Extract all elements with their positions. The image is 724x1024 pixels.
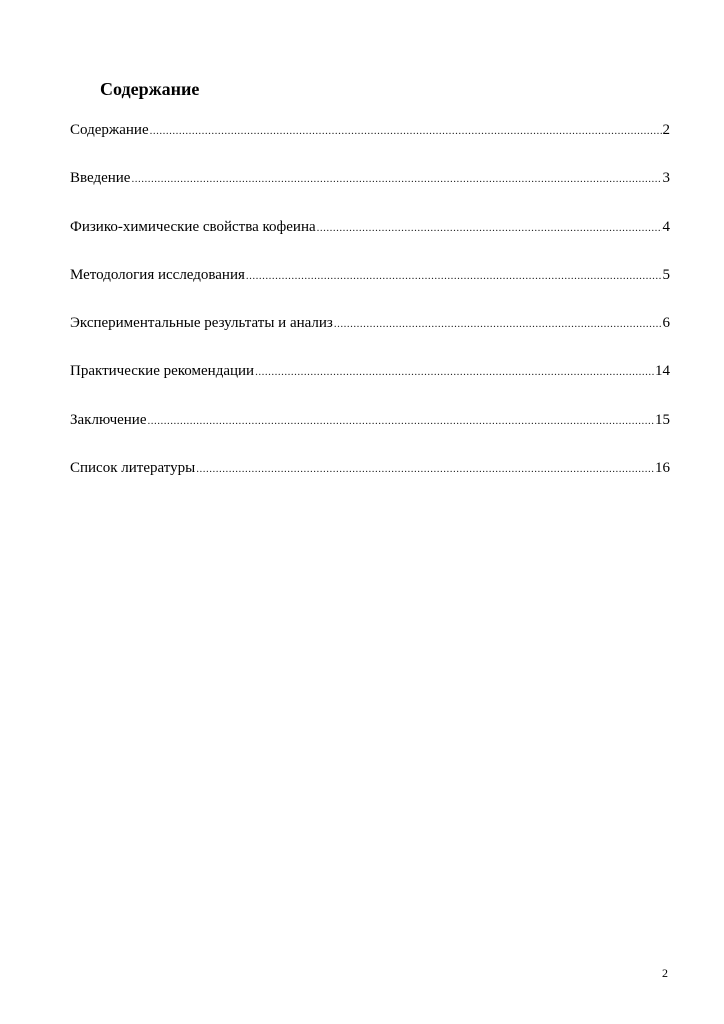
- toc-entry-title: Физико-химические свойства кофеина: [70, 218, 316, 235]
- toc-entry-page: 6: [662, 315, 670, 332]
- toc-entry-page: 2: [662, 122, 670, 138]
- toc-entry-title: Практические рекомендации: [70, 363, 255, 380]
- toc-entry[interactable]: [70, 215, 670, 239]
- toc-dot-leader: [317, 216, 662, 240]
- toc-entry-page: 5: [662, 266, 670, 283]
- toc-dot-leader: [148, 409, 655, 433]
- toc-entry-title: Заключение: [70, 411, 147, 428]
- toc-entry[interactable]: [70, 263, 670, 287]
- toc-dot-leader: [334, 312, 662, 336]
- toc-entry-page: 16: [655, 460, 670, 477]
- toc-entry[interactable]: [70, 359, 670, 383]
- toc-entry-title: Экспериментальные результаты и анализ: [70, 315, 333, 332]
- toc-entry-page: 14: [655, 363, 670, 380]
- toc-entry-title: Содержание: [70, 122, 149, 138]
- toc-dot-leader: [150, 119, 662, 143]
- toc-entry[interactable]: [70, 456, 670, 480]
- toc-entry-title: Введение: [70, 170, 131, 187]
- toc-entry-title: Методология исследования: [70, 266, 245, 283]
- toc-list: [70, 118, 670, 504]
- toc-entry-page: 15: [655, 411, 670, 428]
- toc-entry-page: 4: [662, 218, 670, 235]
- toc-heading: Содержание: [100, 79, 200, 99]
- toc-dot-leader: [246, 264, 662, 288]
- toc-entry[interactable]: [70, 118, 670, 142]
- toc-dot-leader: [255, 360, 654, 384]
- toc-dot-leader: [131, 167, 661, 191]
- toc-entry[interactable]: [70, 311, 670, 335]
- toc-entry-title: Список литературы: [70, 460, 196, 477]
- page-number: 2: [662, 966, 668, 980]
- toc-entry[interactable]: [70, 166, 670, 190]
- toc-dot-leader: [196, 457, 654, 481]
- toc-entry-page: 3: [662, 170, 670, 187]
- toc-entry[interactable]: [70, 408, 670, 432]
